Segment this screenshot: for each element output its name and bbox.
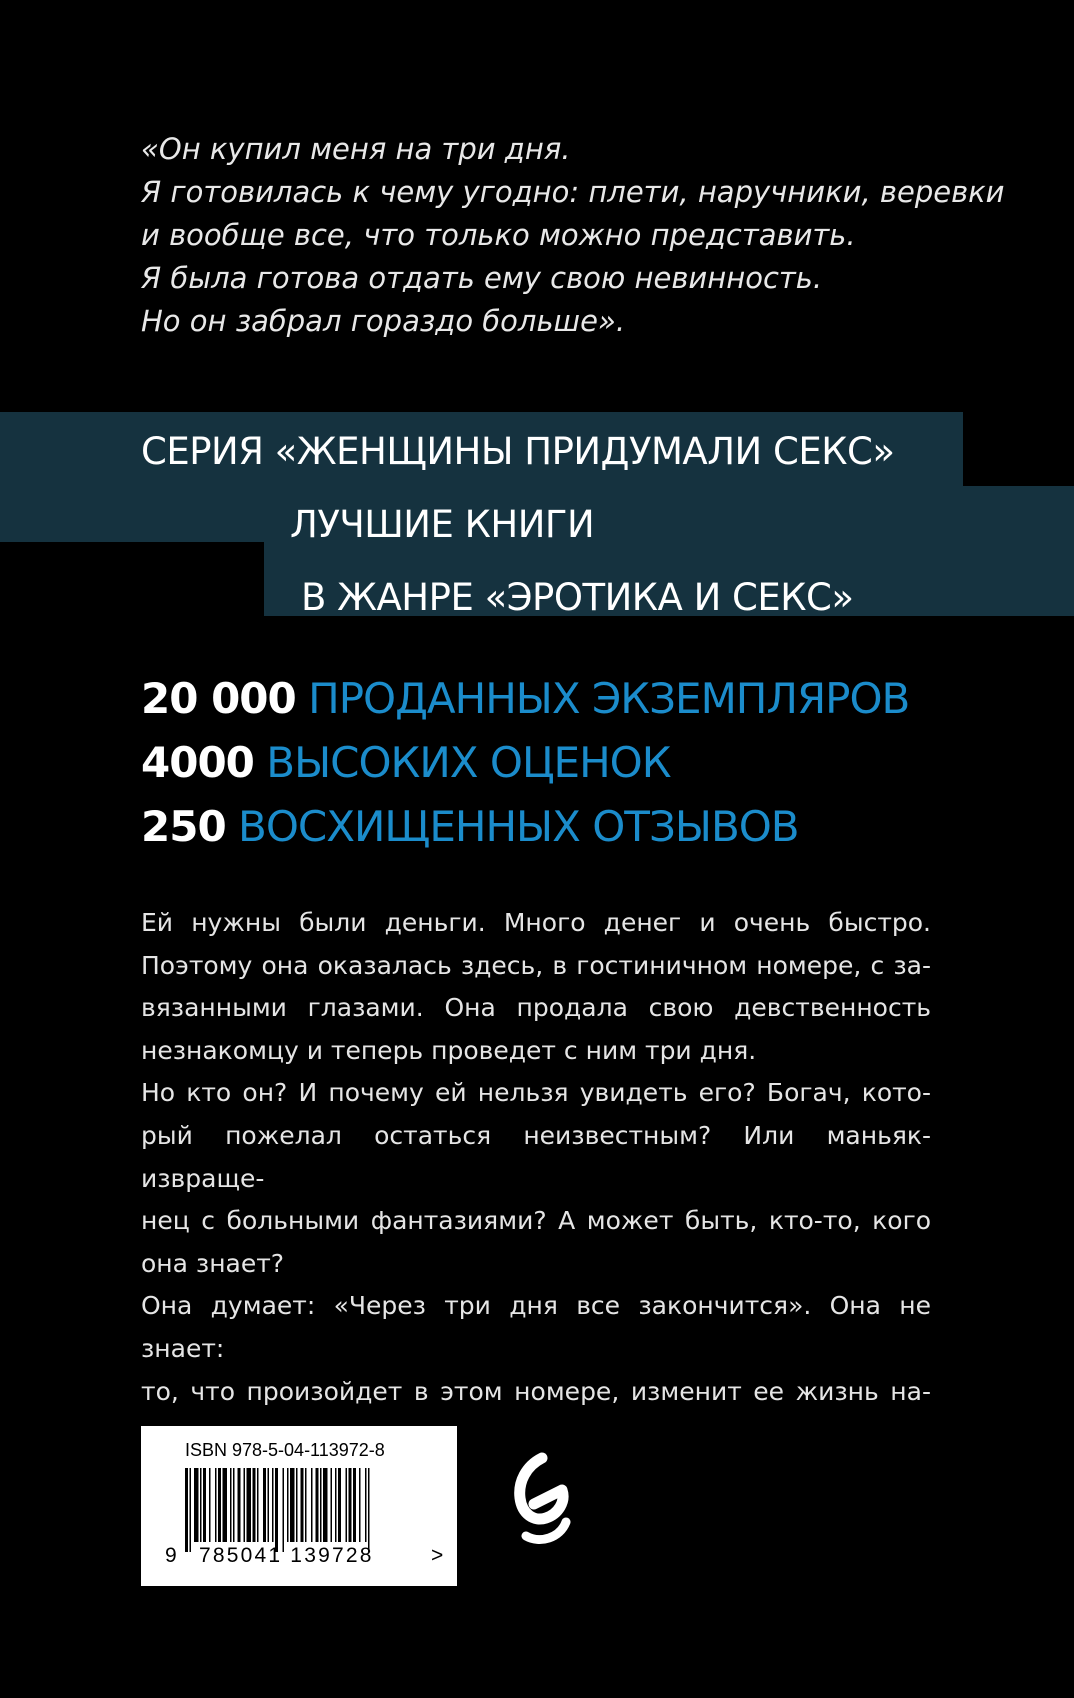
- barcode-bar: [349, 1468, 352, 1542]
- barcode-bar: [190, 1468, 192, 1552]
- isbn-barcode: [141, 1426, 457, 1586]
- quote-line: Но он забрал гораздо больше».: [141, 304, 626, 338]
- barcode-bar: [346, 1468, 348, 1542]
- sales-stats: [141, 674, 909, 866]
- quote-line: и вообще все, что только можно представить.: [141, 218, 856, 252]
- barcode-bar: [296, 1468, 298, 1542]
- best-books-label: ЛУЧШИЕ КНИГИ: [290, 503, 595, 546]
- quote-line: «Он купил меня на три дня.: [141, 132, 571, 166]
- stat-number: 250: [141, 802, 226, 851]
- barcode-bar: [209, 1468, 211, 1542]
- barcode-bar: [233, 1468, 235, 1542]
- description-line: рый пожелал остаться неизвестным? Или маньяк- извраще-: [141, 1120, 931, 1193]
- barcode-bar: [359, 1468, 361, 1542]
- barcode-bar: [215, 1468, 217, 1542]
- description-line: она знает?: [141, 1248, 285, 1278]
- barcode-bar: [257, 1468, 259, 1542]
- barcode-bar: [244, 1468, 246, 1542]
- barcode-bar: [203, 1468, 206, 1542]
- barcode-bar: [230, 1468, 232, 1542]
- barcode-bar: [287, 1468, 289, 1542]
- barcode-bar: [301, 1468, 304, 1542]
- barcode-bar: [331, 1468, 333, 1542]
- stat-label: ВОСХИЩЕННЫХ ОТЗЫВОВ: [238, 802, 799, 851]
- quote-line: Я готовилась к чему угодно: плети, наручники, веревки: [141, 175, 1005, 209]
- barcode-bar: [323, 1468, 328, 1542]
- barcode-bar: [316, 1468, 319, 1542]
- stat-number: 20 000: [141, 674, 296, 723]
- barcode-bar: [263, 1468, 266, 1542]
- series-title: СЕРИЯ «ЖЕНЩИНЫ ПРИДУМАЛИ СЕКС»: [141, 430, 895, 473]
- barcode-bar: [272, 1468, 274, 1542]
- isbn-number: ISBN 978-5-04-113972-8: [185, 1440, 385, 1460]
- barcode-bar: [268, 1468, 270, 1542]
- stat-label: ПРОДАННЫХ ЭКЗЕМПЛЯРОВ: [308, 674, 910, 723]
- ean-quiet-zone-mark: >: [431, 1544, 444, 1567]
- description-line: то, что произойдет в этом номере, изменит ее жизнь на-: [141, 1376, 931, 1406]
- cover-quote: [141, 128, 1005, 343]
- barcode-bar: [283, 1468, 285, 1552]
- description-line: незнакомцу и теперь проведет с ним три дня.: [141, 1035, 757, 1065]
- book-description: [141, 902, 931, 1456]
- barcode-bar: [194, 1468, 199, 1542]
- barcode-bar: [368, 1468, 370, 1552]
- barcode-bar: [253, 1468, 256, 1542]
- barcode-bar: [200, 1468, 202, 1542]
- barcode-bar: [290, 1468, 295, 1542]
- barcode-bar: [247, 1468, 252, 1542]
- stat-number: 4000: [141, 738, 254, 787]
- stat-reviews: [141, 802, 909, 866]
- barcode-bar: [338, 1468, 341, 1542]
- description-line: Но кто он? И почему ей нельзя увидеть его? Богач, кото-: [141, 1078, 931, 1108]
- barcode-bar: [320, 1468, 322, 1542]
- quote-line: Я была готова отдать ему свою невинность.: [141, 261, 823, 295]
- description-line: нец с больными фантазиями? А может быть, кто-то, кого: [141, 1206, 931, 1236]
- barcode-bar: [238, 1468, 241, 1542]
- stat-label: ВЫСОКИХ ОЦЕНОК: [266, 738, 671, 787]
- barcode-bar: [305, 1468, 307, 1542]
- barcode-bar: [365, 1468, 367, 1542]
- barcode-bar: [218, 1468, 221, 1542]
- stat-high-ratings: [141, 738, 909, 802]
- barcode-bar: [353, 1468, 356, 1542]
- eksmo-logo-icon: [512, 1452, 572, 1548]
- ean-digits: 785041 139728: [199, 1544, 374, 1567]
- barcode-bar: [335, 1468, 337, 1542]
- barcode-bar: [275, 1468, 278, 1552]
- stat-sold-copies: [141, 674, 909, 738]
- description-line: Она думает: «Через три дня все закончится». Она не знает:: [141, 1291, 931, 1363]
- description-line: Ей нужны были деньги. Много денег и очень быстро.: [141, 908, 931, 937]
- barcode-bar: [185, 1468, 188, 1552]
- barcode-bar: [311, 1468, 313, 1542]
- description-line: Поэтому она оказалась здесь, в гостиничном номере, с за-: [141, 950, 931, 980]
- genre-label: В ЖАНРЕ «ЭРОТИКА И СЕКС»: [301, 576, 854, 619]
- barcode-bar: [223, 1468, 228, 1542]
- description-line: вязанными глазами. Она продала свою девственность: [141, 993, 931, 1023]
- ean-first-digit: 9: [165, 1544, 177, 1567]
